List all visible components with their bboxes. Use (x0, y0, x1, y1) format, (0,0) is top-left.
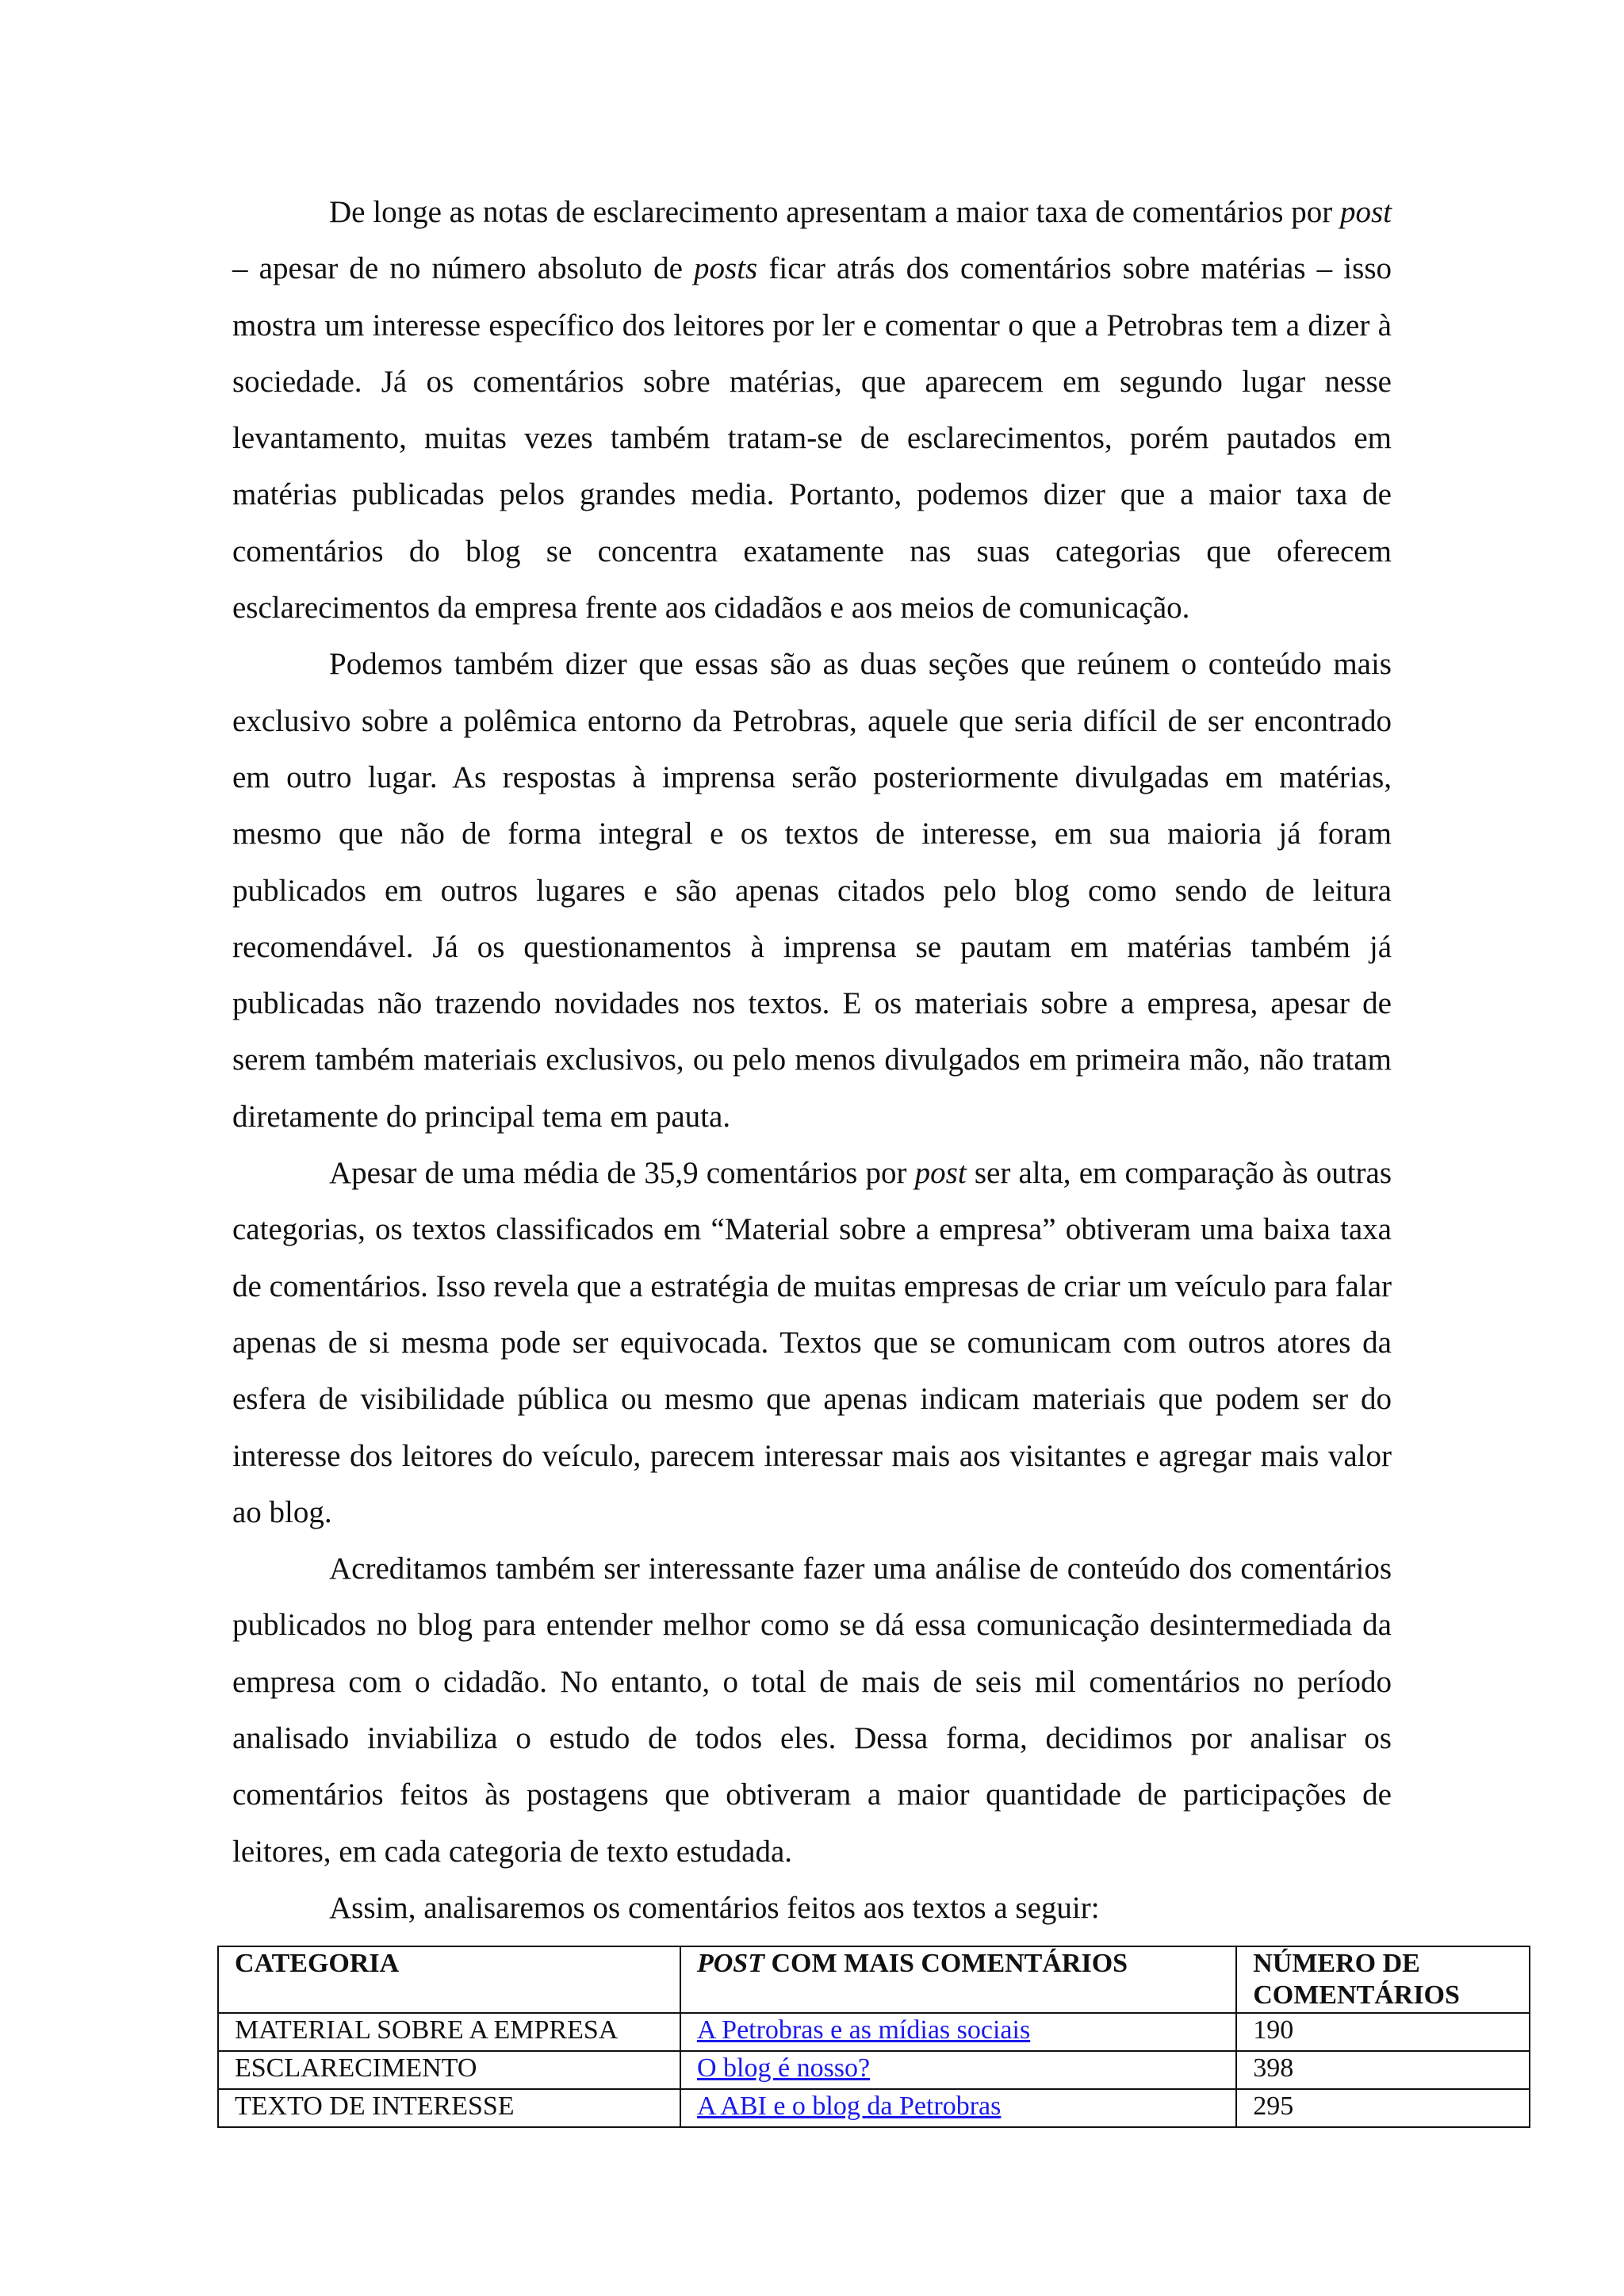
post-cell (680, 2089, 1236, 2127)
category-cell: MATERIAL SOBRE A EMPRESA (218, 2013, 680, 2051)
table-row (218, 2051, 1530, 2089)
paragraph-4: Acreditamos também ser interessante fazer uma análise de conteúdo dos comentários publicados no blog para entender melhor como se dá essa comunicação desintermediada da empresa com o cidadão. No entanto, o total de mais de seis mil comentários no período analisado inviabiliza o estudo de todos eles. Dessa forma, decidimos por analisar os comentários feitos às postagens que obtiveram a maior quantidade de participações de leitores, em cada categoria de texto estudada. (232, 1552, 1392, 1869)
comments-table (217, 1946, 1530, 2128)
count-cell: 190 (1236, 2013, 1530, 2051)
count-cell: 295 (1236, 2089, 1530, 2127)
table-row (218, 2089, 1530, 2127)
post-cell (680, 2013, 1236, 2051)
header-category: CATEGORIA (218, 1946, 680, 2013)
table-header-row (218, 1946, 1530, 2013)
paragraph-3: Apesar de uma média de 35,9 comentários por post ser alta, em comparação às outras categorias, os textos classificados em “Material sobre a empresa” obtiveram uma baixa taxa de comentários. Isso revela que a estratégia de muitas empresas de criar um veículo para falar apenas de si mesma pode ser equivocada. Textos que se comunicam com outros atores da esfera de visibilidade pública ou mesmo que apenas indicam materiais que podem ser do interesse dos leitores do veículo, parecem interessar mais aos visitantes e agregar mais valor ao blog. (232, 1156, 1392, 1529)
header-post: POST COM MAIS COMENTÁRIOS (680, 1946, 1236, 2013)
count-cell: 398 (1236, 2051, 1530, 2089)
post-link[interactable]: A Petrobras e as mídias sociais (696, 2015, 1031, 2045)
post-link[interactable]: O blog é nosso? (696, 2053, 871, 2083)
paragraph-5: Assim, analisaremos os comentários feitos aos textos a seguir: (329, 1890, 1100, 1925)
table-row (218, 2013, 1530, 2051)
paragraph-1: De longe as notas de esclarecimento apresentam a maior taxa de comentários por post – apesar de no número absoluto de posts ficar atrás dos comentários sobre matérias – isso mostra um interesse específico dos leitores por ler e comentar o que a Petrobras tem a dizer à sociedade. Já os comentários sobre matérias, que aparecem em segundo lugar nesse levantamento, muitas vezes também tratam-se de esclarecimentos, porém pautados em matérias publicadas pelos grandes media. Portanto, podemos dizer que a maior taxa de comentários do blog se concentra exatamente nas suas categorias que oferecem esclarecimentos da empresa frente aos cidadãos e aos meios de comunicação. (232, 195, 1392, 626)
post-cell (680, 2051, 1236, 2089)
category-cell: TEXTO DE INTERESSE (218, 2089, 680, 2127)
header-comment-count: NÚMERO DE COMENTÁRIOS (1236, 1946, 1530, 2013)
body-text (232, 184, 1392, 1936)
post-link[interactable]: A ABI e o blog da Petrobras (696, 2091, 1002, 2121)
paragraph-2: Podemos também dizer que essas são as duas seções que reúnem o conteúdo mais exclusivo sobre a polêmica entorno da Petrobras, aquele que seria difícil de ser encontrado em outro lugar. As respostas à imprensa serão posteriormente divulgadas em matérias, mesmo que não de forma integral e os textos de interesse, em sua maioria já foram publicados em outros lugares e são apenas citados pelo blog como sendo de leitura recomendável. Já os questionamentos à imprensa se pautam em matérias também já publicadas não trazendo novidades nos textos. E os materiais sobre a empresa, apesar de serem também materiais exclusivos, ou pelo menos divulgados em primeira mão, não tratam diretamente do principal tema em pauta. (232, 647, 1392, 1134)
category-cell: ESCLARECIMENTO (218, 2051, 680, 2089)
